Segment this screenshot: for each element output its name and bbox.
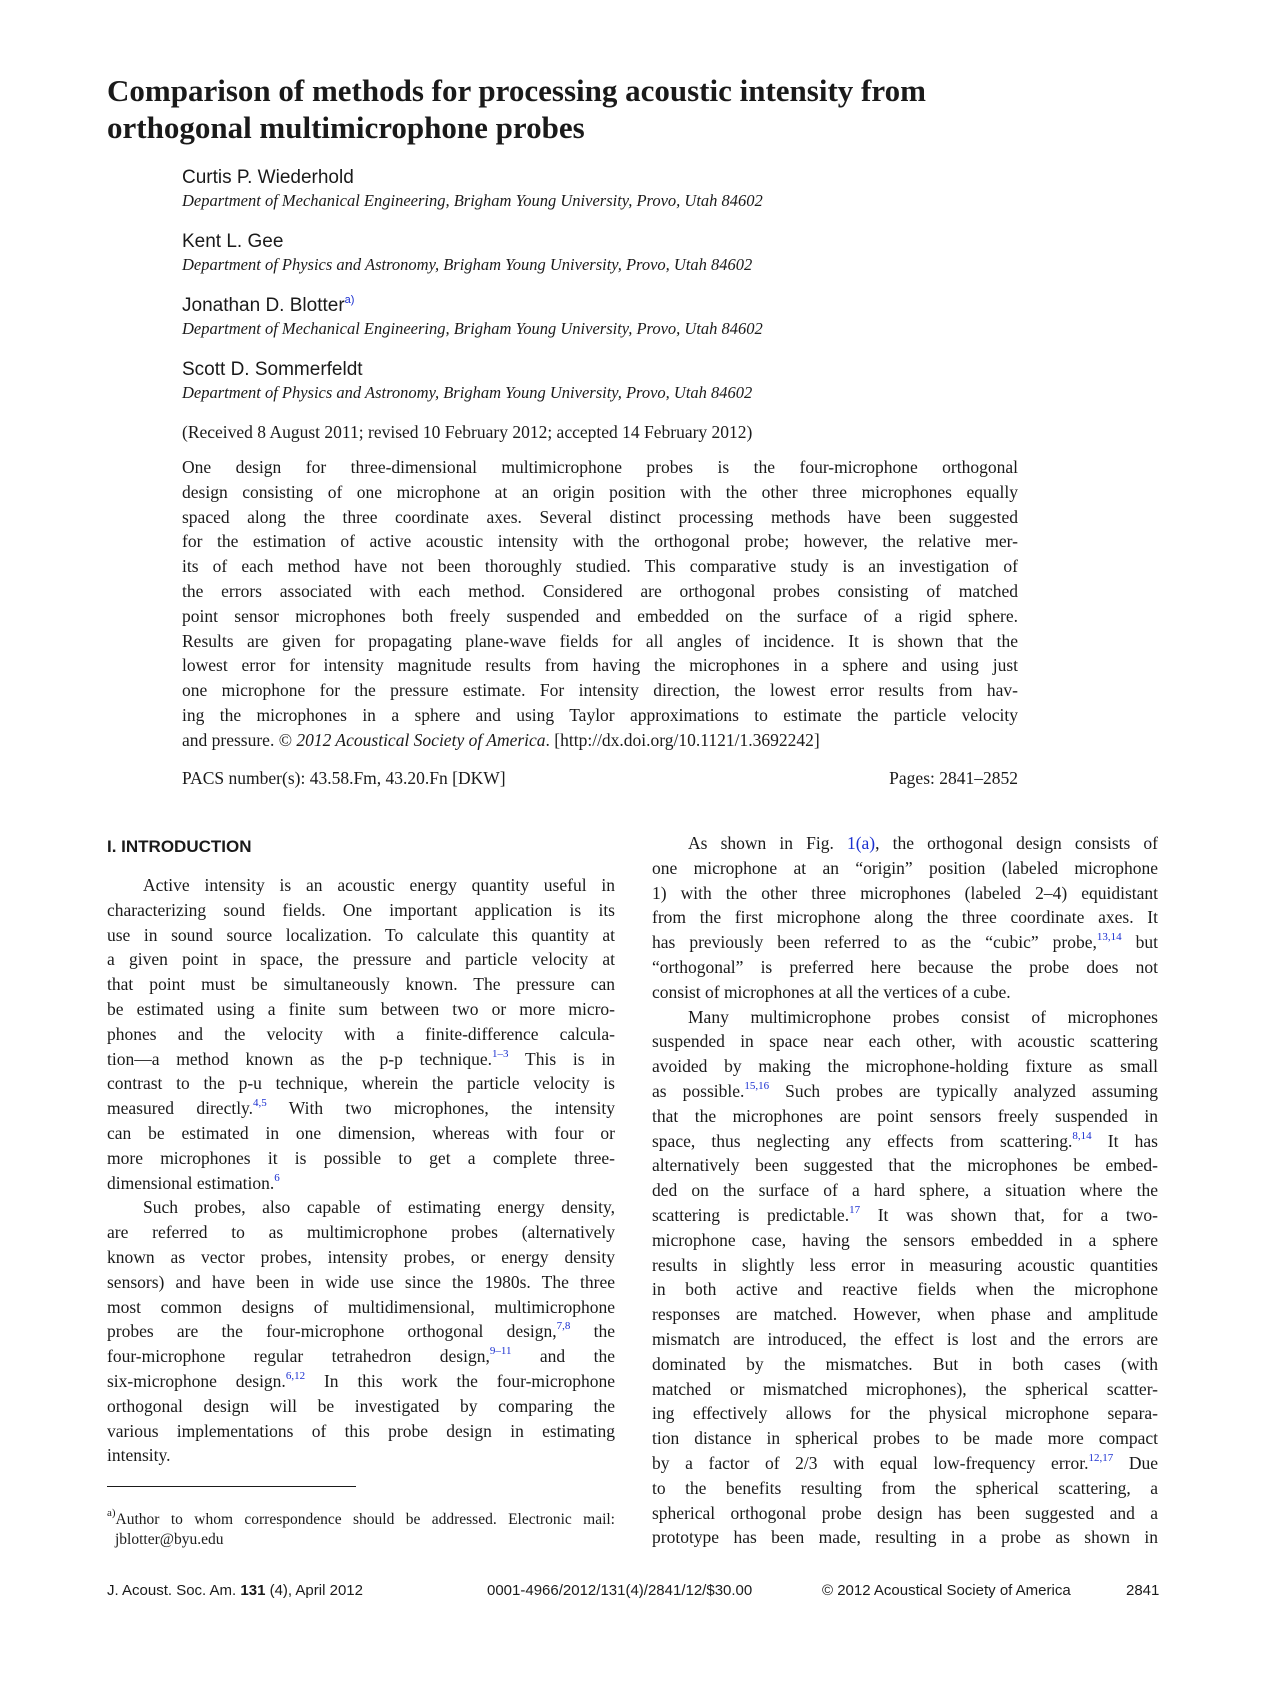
body-text: Such probes are typically analyzed assuming [769,1080,1158,1101]
body-line [107,1171,615,1196]
right-column-body [652,831,1158,1550]
body-text: and the [511,1346,615,1367]
body-line [107,1319,615,1344]
body-text: With two microphones, the intensity [266,1098,615,1119]
author-name: Scott D. Sommerfeldt [182,359,363,380]
abstract-line: spaced along the three coordinate axes. Several distinct processing methods have been suggested [182,506,1018,527]
body-text: various implementations of this probe design in estimating [107,1420,615,1441]
body-line [107,1096,615,1121]
body-line [107,1295,615,1320]
body-text: to the benefits resulting from the spherical scattering, a [652,1477,1158,1498]
body-line [652,1203,1158,1228]
body-line [107,1146,615,1171]
abstract-line: Results are given for propagating plane-wave fields for all angles of incidence. It is shown that the [182,630,1018,651]
abstract-line-last [182,728,1018,753]
abstract-line: ing the microphones in a sphere and using Taylor approximations to estimate the particle velocity [182,704,1018,725]
body-line [652,1352,1158,1377]
body-text: matched or mismatched microphones), the spherical scatter- [652,1378,1158,1399]
body-line [107,1022,615,1047]
body-text: in both active and reactive fields when the microphone [652,1279,1158,1300]
citation-link[interactable]: 4,5 [253,1097,267,1110]
body-text: dominated by the mismatches. But in both cases (with [652,1353,1158,1374]
body-text: microphone case, having the sensors embedded in a sphere [652,1229,1158,1250]
author-name-corresponding [182,295,354,317]
figure-reference-link[interactable]: 1(a) [846,833,876,853]
body-line [107,923,615,948]
page-range: Pages: 2841–2852 [889,768,1018,788]
body-text: In this work the four-microphone [305,1370,615,1391]
citation-link[interactable]: 1–3 [492,1047,509,1060]
body-line [652,980,1158,1005]
footer-journal [107,1582,363,1600]
body-text: but [1121,932,1158,953]
body-line [107,1419,615,1444]
body-line [652,1476,1158,1501]
body-text: from the first microphone along the three coordinate axes. It [652,907,1158,928]
body-text: more microphones it is possible to get a complete three- [107,1147,615,1168]
body-text: ded on the surface of a hard sphere, a situation where the [652,1180,1158,1201]
body-line [652,1302,1158,1327]
footer-copyright: © 2012 Acoustical Society of America [822,1582,1071,1599]
author-affiliation: Department of Mechanical Engineering, Brigham Young University, Provo, Utah 84602 [182,319,763,338]
body-line [107,1195,615,1220]
body-line [107,972,615,997]
body-line [652,856,1158,881]
body-line [652,1104,1158,1129]
body-line [107,1394,615,1419]
body-line [652,831,1158,856]
body-line [652,1153,1158,1178]
title-line-1: Comparison of methods for processing acoustic intensity from [107,73,926,108]
body-line [107,1245,615,1270]
body-text: space, thus neglecting any effects from scattering. [652,1130,1073,1151]
doi-link[interactable]: . [http://dx.doi.org/10.1121/1.3692242] [545,729,820,750]
body-text: Due [1113,1452,1158,1473]
body-text: Many multimicrophone probes consist of microphones [688,1006,1158,1027]
footnote-marker-link[interactable]: a) [344,294,355,306]
citation-link[interactable]: 8,14 [1072,1129,1092,1142]
body-text: that the microphones are point sensors freely suspended in [652,1105,1158,1126]
body-line [107,1220,615,1245]
body-text: results in slightly less error in measuring acoustic quantities [652,1254,1158,1275]
body-text: most common designs of multidimensional, multimicrophone [107,1296,615,1317]
body-text: Active intensity is an acoustic energy quantity useful in [143,875,615,895]
body-line [107,1270,615,1295]
body-line [107,1121,615,1146]
body-text: tion distance in spherical probes to be made more compact [652,1428,1158,1449]
body-text: It was shown that, for a two- [860,1204,1158,1225]
body-text: suspended in space near each other, with acoustic scattering [652,1031,1158,1052]
author-name: Curtis P. Wiederhold [182,167,354,188]
author-affiliation: Department of Physics and Astronomy, Brigham Young University, Provo, Utah 84602 [182,255,753,274]
body-text: known as vector probes, intensity probes, or energy density [107,1246,615,1267]
author-affiliation: Department of Mechanical Engineering, Brigham Young University, Provo, Utah 84602 [182,191,763,210]
body-text: be estimated using a finite sum between two or more micro- [107,998,615,1019]
body-text: consist of microphones at all the vertices of a cube. [652,981,1011,1002]
citation-link[interactable]: 15,16 [744,1079,770,1092]
abstract-line: for the estimation of active acoustic intensity with the orthogonal probe; however, the relative mer- [182,531,1018,552]
body-text: mismatch are introduced, the effect is lost and the errors are [652,1328,1158,1349]
body-text: has previously been referred to as the “cubic” probe, [652,932,1097,953]
body-line [107,1369,615,1394]
abstract [182,455,1018,753]
body-line [652,930,1158,955]
abstract-line: lowest error for intensity magnitude results from having the microphones in a sphere and using just [182,655,1018,676]
body-text: It has [1091,1130,1158,1151]
citation-link[interactable]: 12,17 [1088,1451,1114,1464]
abstract-line: one microphone for the pressure estimate. For intensity direction, the lowest error results from hav- [182,680,1018,701]
body-text: ing effectively allows for the physical microphone separa- [652,1403,1158,1424]
body-text: “orthogonal” is preferred here because the probe does not [652,956,1158,977]
body-line [652,1005,1158,1030]
body-text: contrast to the p-u technique, wherein the particle velocity is [107,1073,615,1094]
body-line [652,905,1158,930]
body-line [107,947,615,972]
body-line [107,873,615,898]
body-text: phones and the velocity with a finite-difference calcula- [107,1023,615,1044]
body-text: scattering is predictable. [652,1204,850,1225]
body-text: As shown in Fig. [688,833,847,853]
footnote-email[interactable]: jblotter@byu.edu [115,1531,224,1548]
body-text: orthogonal design will be investigated by comparing the [107,1395,615,1416]
body-text: characterizing sound fields. One important application is its [107,899,615,920]
footnote-mark: a) [107,1507,116,1519]
body-line [652,1277,1158,1302]
body-text: alternatively been suggested that the microphones be embed- [652,1155,1158,1176]
body-line [652,1178,1158,1203]
body-text: a given point in space, the pressure and particle velocity at [107,949,615,970]
citation-link[interactable]: 17 [849,1203,861,1216]
body-text: probes are the four-microphone orthogonal design, [107,1321,557,1342]
body-line [652,1079,1158,1104]
abstract-line: design consisting of one microphone at an origin position with the other three microphones equally [182,481,1018,502]
body-line [107,1071,615,1096]
citation-link[interactable]: 6 [274,1171,280,1184]
footnote-divider [107,1486,356,1487]
body-text: six-microphone design. [107,1370,286,1391]
citation-link[interactable]: 13,14 [1096,931,1122,944]
citation-link[interactable]: 6,12 [285,1369,306,1382]
footer-volume: 131 [240,1582,266,1599]
body-line [652,1501,1158,1526]
body-line [652,1129,1158,1154]
body-text: use in sound source localization. To calculate this quantity at [107,924,615,945]
body-line [652,1327,1158,1352]
body-text: the [570,1321,615,1342]
body-text: spherical orthogonal probe design has been suggested and a [652,1502,1158,1523]
body-text: can be estimated in one dimension, whereas with four or [107,1122,615,1143]
citation-link[interactable]: 9–11 [489,1345,512,1358]
body-text: 1) with the other three microphones (labeled 2–4) equidistant [652,882,1158,903]
body-text: one microphone at an “origin” position (labeled microphone [652,857,1158,878]
body-line [652,1228,1158,1253]
citation-link[interactable]: 7,8 [556,1320,571,1333]
body-line [652,1451,1158,1476]
author-name: Kent L. Gee [182,231,284,252]
body-line [652,1029,1158,1054]
author-affiliation: Department of Physics and Astronomy, Brigham Young University, Provo, Utah 84602 [182,383,753,402]
body-text: intensity. [107,1445,171,1466]
body-line [652,1426,1158,1451]
body-text: as possible. [652,1080,745,1101]
body-line [652,1054,1158,1079]
footer-issn: 0001-4966/2012/131(4)/2841/12/$30.00 [487,1582,753,1599]
body-line [107,1047,615,1072]
body-line [652,955,1158,980]
body-text: by a factor of 2/3 with equal low-frequency error. [652,1452,1089,1473]
body-line [652,1525,1158,1550]
body-text: , the orthogonal design consists of [875,833,1158,853]
body-text: responses are matched. However, when phase and amplitude [652,1304,1158,1325]
footer-page-number: 2841 [1126,1582,1160,1599]
paper-title [107,72,1187,146]
body-text: dimensional estimation. [107,1172,275,1193]
copyright-society: 2012 Acoustical Society of America [296,729,546,750]
author-name-text: Jonathan D. Blotter [182,295,345,316]
body-text: that point must be simultaneously known. The pressure can [107,974,615,995]
body-text: four-microphone regular tetrahedron design, [107,1346,490,1367]
body-text: Such probes, also capable of estimating energy density, [143,1197,615,1218]
body-line [652,1253,1158,1278]
footnote-line [107,1507,615,1530]
title-line-2: orthogonal multimicrophone probes [107,110,585,145]
abstract-line: One design for three-dimensional multimicrophone probes is the four-microphone orthogonal [182,457,1018,477]
body-text: are referred to as multimicrophone probes (alternatively [107,1222,615,1243]
body-text: tion—a method known as the p-p technique. [107,1048,493,1069]
footnote [107,1507,615,1550]
body-text: prototype has been made, resulting in a probe as shown in [652,1527,1158,1548]
footer-journal-name: J. Acoust. Soc. Am. [107,1582,241,1599]
abstract-text: and pressure. © [182,729,297,750]
body-line [652,1401,1158,1426]
body-line [652,1377,1158,1402]
pacs-numbers: PACS number(s): 43.58.Fm, 43.20.Fn [DKW] [182,768,506,788]
left-column-body [107,873,615,1468]
footer-issue-date: (4), April 2012 [265,1582,363,1599]
body-line [107,1443,615,1468]
body-line [107,997,615,1022]
body-text: sensors) and have been in wide use since the 1980s. The three [107,1271,615,1292]
section-heading: I. INTRODUCTION [107,837,252,856]
abstract-line: its of each method have not been thoroughly studied. This comparative study is an investigation of [182,556,1018,577]
body-text: This is in [508,1048,615,1069]
abstract-line: point sensor microphones both freely suspended and embedded on the surface of a rigid sphere. [182,605,1018,626]
received-dates: (Received 8 August 2011; revised 10 February 2012; accepted 14 February 2012) [182,422,753,442]
body-text: avoided by making the microphone-holding fixture as small [652,1056,1158,1077]
body-line [652,881,1158,906]
body-line [107,898,615,923]
abstract-line: the errors associated with each method. Considered are orthogonal probes consisting of matched [182,580,1018,601]
body-line [107,1344,615,1369]
footnote-text: Author to whom correspondence should be addressed. Electronic mail: [115,1511,615,1528]
body-text: measured directly. [107,1098,254,1119]
